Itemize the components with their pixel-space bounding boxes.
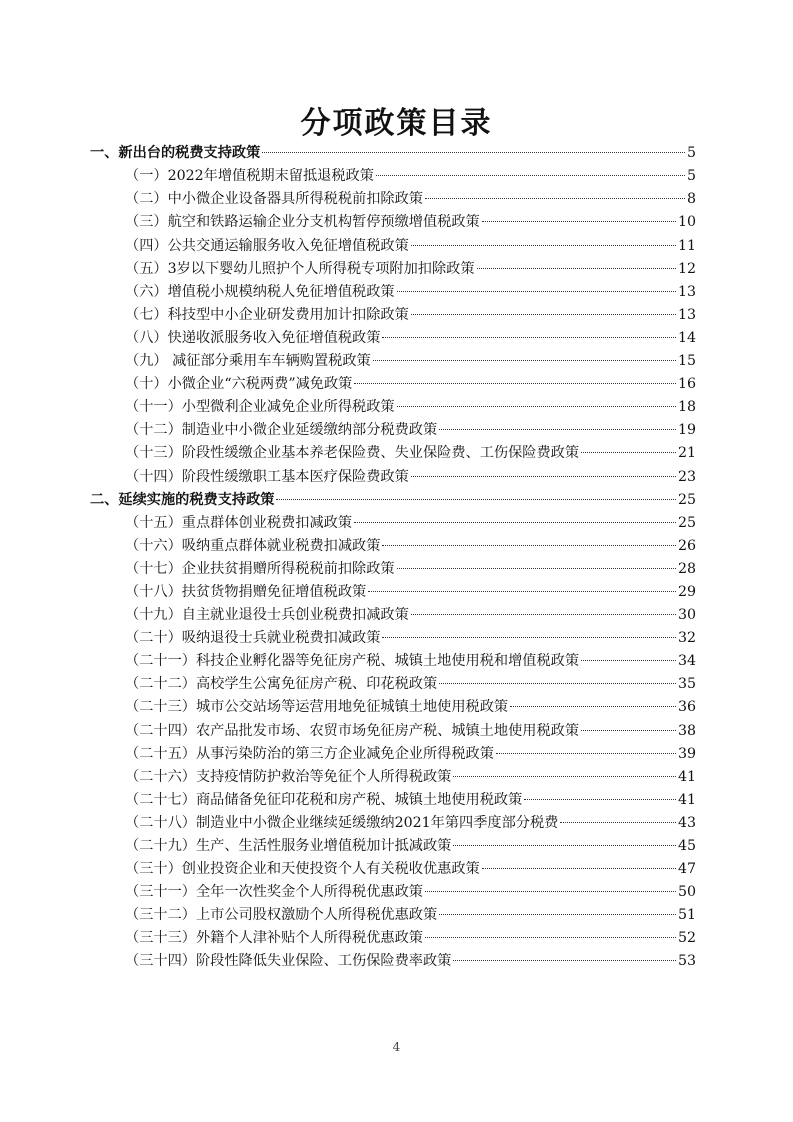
toc-entry-page-number: 53: [677, 953, 696, 970]
toc-entry-title: （十四）阶段性缓缴职工基本医疗保险费政策: [125, 468, 409, 485]
toc-dot-leader: [439, 900, 676, 915]
toc-entry-title: （二十九）生产、生活性服务业增值税加计抵减政策: [125, 838, 452, 854]
toc-entry-title: 二、延续实施的税费支持政策: [90, 491, 275, 508]
toc-dot-leader: [262, 138, 685, 153]
toc-dot-leader: [382, 323, 676, 338]
toc-entry-title: （一）2022年增值税期末留抵退税政策: [125, 168, 374, 185]
toc-dot-leader: [411, 300, 676, 315]
toc-entry-title: （二十二）高校学生公寓免征房产税、印花税政策: [125, 676, 438, 693]
toc-entry-page-number: 41: [677, 768, 696, 785]
toc-entry-page-number: 15: [677, 353, 696, 370]
toc-entry-title: （二十四）农产品批发市场、农贸市场免征房产税、城镇土地使用税政策: [125, 722, 580, 739]
toc-entry-title: （二十六）支持疫情防护救治等免征个人所得税政策: [125, 768, 452, 785]
toc-entry-page-number: 13: [677, 306, 696, 323]
toc-entry-page-number: 12: [677, 260, 696, 277]
toc-entry-page-number: 16: [677, 376, 696, 393]
toc-entry-title: （十八）扶贫货物捐赠免征增值税政策: [125, 583, 367, 600]
toc-entry-page-number: 26: [677, 537, 696, 554]
toc-dot-leader: [581, 715, 676, 730]
toc-dot-leader: [382, 623, 676, 638]
toc-dot-leader: [411, 600, 676, 615]
toc-entry-page-number: 34: [677, 653, 696, 670]
toc-entry-page-number: 23: [677, 468, 696, 485]
toc-entry-page-number: 5: [686, 168, 696, 185]
toc-dot-leader: [425, 877, 676, 892]
toc-entry-title: （八）快递收派服务收入免征增值税政策: [125, 329, 381, 346]
toc-entry-page-number: 14: [677, 329, 696, 346]
toc-entry-page-number: 32: [677, 630, 696, 647]
toc-entry-title: （十六）吸纳重点群体就业税费扣减政策: [125, 537, 381, 554]
toc-entry-title: （三十二）上市公司股权激励个人所得税优惠政策: [125, 907, 438, 924]
toc-entry-title: 一、新出台的税费支持政策: [90, 145, 261, 162]
toc-entry-page-number: 47: [677, 861, 696, 878]
toc-entry-page-number: 25: [677, 514, 696, 531]
toc-entry-page-number: 41: [677, 791, 696, 808]
toc-entry-page-number: 36: [677, 699, 696, 716]
page-number: 4: [392, 1040, 401, 1054]
toc-entry-page-number: 39: [677, 745, 696, 762]
toc-dot-leader: [382, 531, 676, 546]
toc-entry-page-number: 21: [677, 445, 696, 462]
toc-entry-title: （十一）小型微利企业减免企业所得税政策: [125, 399, 395, 416]
toc-entry-title: （二十三）城市公交站场等运营用地免征城镇土地使用税政策: [125, 699, 509, 716]
toc-entry-title: （二十五）从事污染防治的第三方企业减免企业所得税政策: [125, 745, 494, 762]
toc-dot-leader: [411, 230, 676, 245]
toc-dot-leader: [560, 808, 676, 823]
toc-dot-leader: [425, 184, 685, 199]
toc-entry-page-number: 38: [677, 722, 696, 739]
toc-entry-title: （十五）重点群体创业税费扣减政策: [125, 514, 353, 531]
toc-entry-page-number: 5: [686, 145, 696, 162]
toc-dot-leader: [376, 161, 685, 176]
toc-entry-page-number: 18: [677, 399, 696, 416]
toc-dot-leader: [453, 762, 676, 777]
toc-entry-title: （四）公共交通运输服务收入免征增值税政策: [125, 237, 409, 254]
toc-entry-page-number: 10: [677, 214, 696, 231]
toc-dot-leader: [439, 415, 676, 430]
toc-entry-page-number: 30: [677, 607, 696, 624]
toc-entry-page-number: 11: [677, 237, 696, 254]
toc-dot-leader: [276, 484, 675, 499]
toc-entry-page-number: 35: [677, 676, 696, 693]
toc-entry-page-number: 51: [677, 907, 696, 924]
toc-entry-title: （三）航空和铁路运输企业分支机构暂停预缴增值税政策: [125, 214, 480, 231]
toc-entry-title: （二十一）科技企业孵化器等免征房产税、城镇土地使用税和增值税政策: [125, 653, 580, 670]
toc-entry-title: （三十一）全年一次性奖金个人所得税优惠政策: [125, 884, 423, 901]
toc-dot-leader: [397, 392, 676, 407]
toc-dot-leader: [524, 785, 676, 800]
toc-dot-leader: [354, 508, 676, 523]
toc-dot-leader: [453, 946, 676, 961]
toc-entry-title: （九） 减征部分乘用车车辆购置税政策: [125, 353, 371, 370]
toc-entry-title: （十二）制造业中小微企业延缓缴纳部分税费政策: [125, 422, 438, 439]
toc-entry-page-number: 43: [677, 814, 696, 831]
toc-dot-leader: [496, 738, 676, 753]
toc-entry-page-number: 29: [677, 583, 696, 600]
toc-entry-title: （五）3岁以下婴幼儿照护个人所得税专项附加扣除政策: [125, 260, 475, 277]
toc-entry-title: （二十七）商品储备免征印花税和房产税、城镇土地使用税政策: [125, 791, 523, 808]
toc-dot-leader: [482, 854, 676, 869]
toc-dot-leader: [510, 692, 676, 707]
toc-entry-title: （三十三）外籍个人津补贴个人所得税优惠政策: [125, 930, 423, 947]
toc-entry-title: （二十八）制造业中小微企业继续延缓缴纳2021年第四季度部分税费: [125, 814, 559, 831]
toc-dot-leader: [354, 369, 676, 384]
toc-dot-leader: [397, 277, 676, 292]
toc-entry-title: （七）科技型中小企业研发费用加计扣除政策: [125, 306, 409, 323]
table-of-contents: [90, 142, 696, 973]
toc-entry-page-number: 28: [677, 560, 696, 577]
toc-dot-leader: [368, 577, 676, 592]
toc-dot-leader: [482, 207, 676, 222]
toc-entry-title: （六）增值税小规模纳税人免征增值税政策: [125, 283, 395, 300]
toc-dot-leader: [397, 554, 676, 569]
toc-dot-leader: [477, 253, 676, 268]
toc-entry-title: （十九）自主就业退役士兵创业税费扣减政策: [125, 607, 409, 624]
toc-entry-title: （三十四）阶段性降低失业保险、工伤保险费率政策: [125, 953, 452, 970]
toc-entry-page-number: 19: [677, 422, 696, 439]
toc-entry-title: （三十）创业投资企业和天使投资个人有关税收优惠政策: [125, 861, 480, 878]
toc-dot-leader: [373, 346, 676, 361]
toc-entry-title: （十）小微企业“六税两费”减免政策: [125, 376, 353, 393]
toc-entry-page-number: 13: [677, 283, 696, 300]
toc-dot-leader: [453, 831, 676, 846]
toc-entry-page-number: 25: [677, 491, 696, 508]
toc-entry-title: （十三）阶段性缓缴企业基本养老保险费、失业保险费、工伤保险费政策: [125, 445, 580, 462]
toc-entry-page-number: 52: [677, 930, 696, 947]
toc-entry-page-number: 45: [677, 838, 696, 854]
toc-entry-title: （二）中小微企业设备器具所得税税前扣除政策: [125, 191, 423, 208]
toc-entry-page-number: 8: [686, 191, 696, 208]
toc-entry-title: （十七）企业扶贫捐赠所得税税前扣除政策: [125, 560, 395, 577]
toc-dot-leader: [581, 438, 676, 453]
toc-item-entry[interactable]: [90, 950, 696, 973]
toc-dot-leader: [439, 669, 676, 684]
toc-entry-title: （二十）吸纳退役士兵就业税费扣减政策: [125, 630, 381, 647]
toc-dot-leader: [411, 461, 676, 476]
page-title: 分项政策目录: [300, 106, 493, 141]
toc-dot-leader: [425, 923, 676, 938]
toc-entry-page-number: 50: [677, 884, 696, 901]
toc-dot-leader: [581, 646, 676, 661]
